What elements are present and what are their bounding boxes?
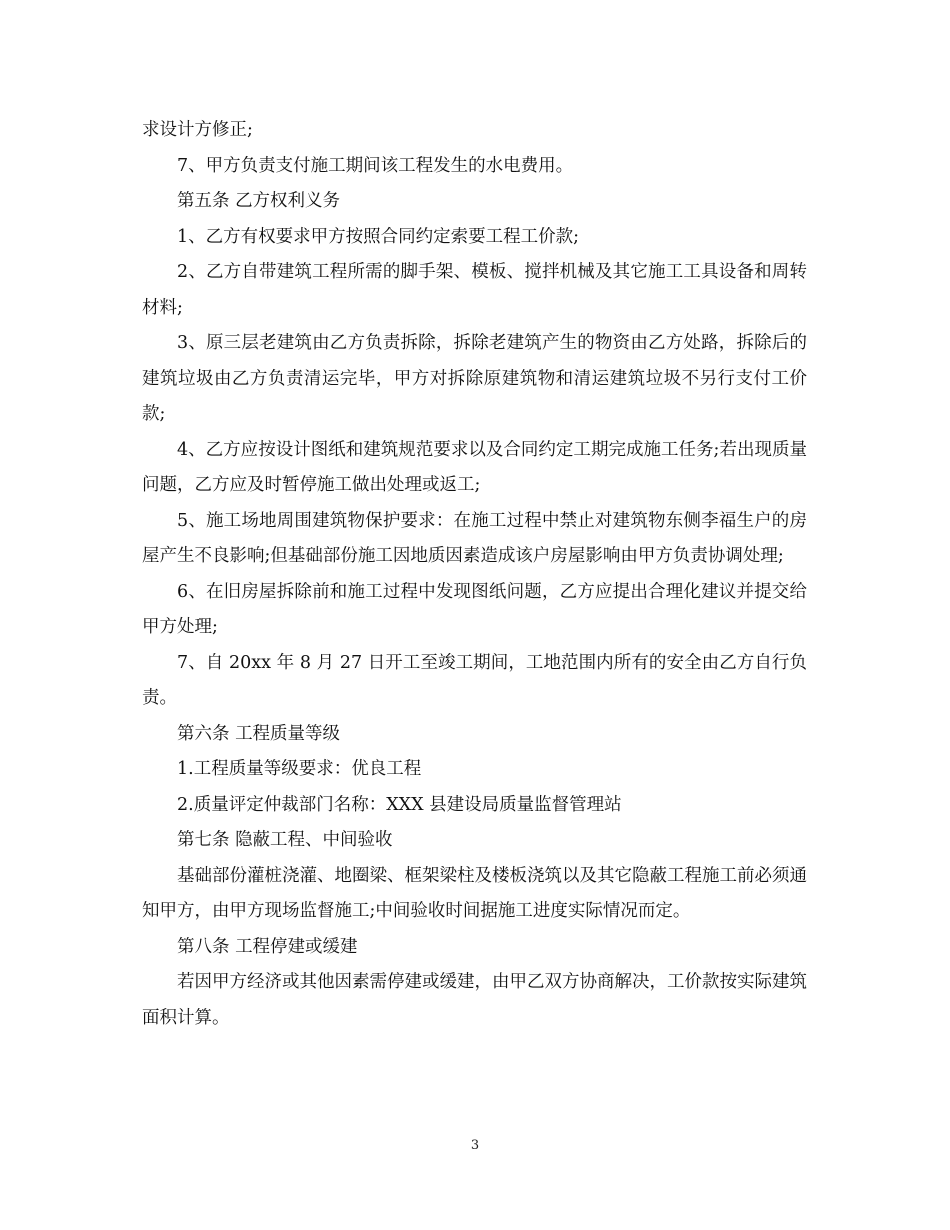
page-number: 3 [470,1138,480,1153]
paragraph: 4、乙方应按设计图纸和建筑规范要求以及合同约定工期完成施工任务;若出现质量问题，乙方应及时暂停施工做出处理或返工; [142,439,807,495]
paragraph: 7、自 20xx 年 8 月 27 日开工至竣工期间，工地范围内所有的安全由乙方自行负责。 [142,652,807,708]
section-heading: 第八条 工程停建或缓建 [177,936,358,957]
document-body [142,113,807,1036]
paragraph: 2、乙方自带建筑工程所需的脚手架、模板、搅拌机械及其它施工工具设备和周转材料; [142,262,807,318]
section-heading: 第七条 隐蔽工程、中间验收 [177,830,393,850]
paragraph: 2.质量评定仲裁部门名称：XXX 县建设局质量监督管理站 [177,794,622,815]
paragraph: 5、施工场地周围建筑物保护要求：在施工过程中禁止对建筑物东侧李福生户的房屋产生不良影响;但基础部份施工因地质因素造成该户房屋影响由甲方负责协调处理; [142,510,807,566]
paragraph: 1.工程质量等级要求：优良工程 [177,759,422,779]
paragraph: 3、原三层老建筑由乙方负责拆除，拆除老建筑产生的物资由乙方处路，拆除后的建筑垃圾由乙方负责清运完毕，甲方对拆除原建筑物和清运建筑垃圾不另行支付工价款; [142,333,807,424]
paragraph: 1、乙方有权要求甲方按照合同约定索要工程工价款; [177,226,580,247]
section-heading: 第六条 工程质量等级 [177,723,341,744]
paragraph: 求设计方修正; [142,120,253,140]
paragraph: 7、甲方负责支付施工期间该工程发生的水电费用。 [177,155,574,176]
paragraph: 6、在旧房屋拆除前和施工过程中发现图纸问题，乙方应提出合理化建议并提交给甲方处理; [142,581,807,637]
paragraph: 若因甲方经济或其他因素需停建或缓建，由甲乙双方协商解决，工价款按实际建筑面积计算。 [142,972,807,1028]
section-heading: 第五条 乙方权利义务 [177,191,341,211]
paragraph: 基础部份灌桩浇灌、地圈梁、框架梁柱及楼板浇筑以及其它隐蔽工程施工前必须通知甲方，由甲方现场监督施工;中间验收时间据施工进度实际情况而定。 [142,865,807,921]
